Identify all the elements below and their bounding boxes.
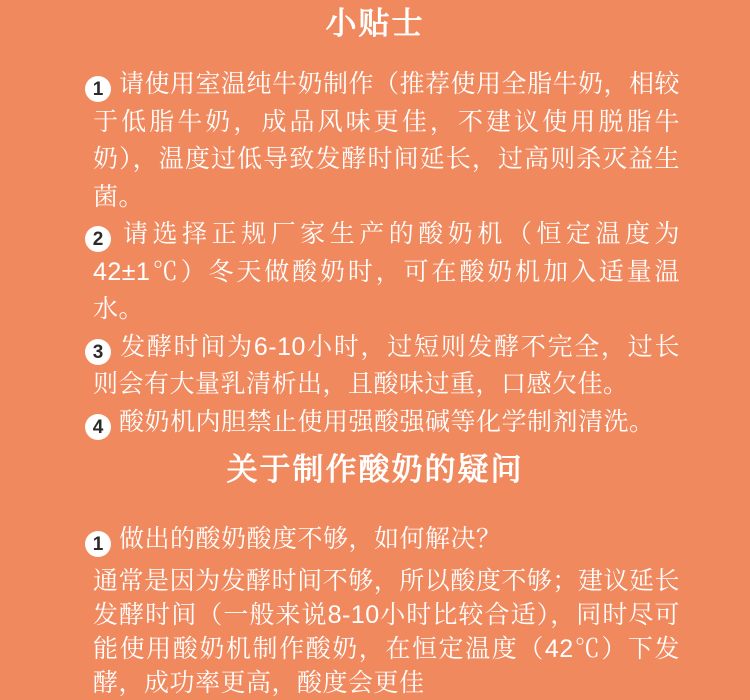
- tip-item-2-text: 请选择正规厂家生产的酸奶机（恒定温度为42±1℃）冬天做酸奶时，可在酸奶机加入适量温水。: [93, 220, 680, 323]
- tip-item-2: [93, 216, 680, 329]
- tips-list: [93, 66, 680, 441]
- faq-question-1: [93, 520, 680, 558]
- circled-number-3-badge: 3: [85, 339, 111, 365]
- tips-section-title: 小贴士: [325, 6, 425, 41]
- faq-question-1-text: 做出的酸奶酸度不够，如何解决？: [119, 525, 502, 553]
- tip-item-4-text: 酸奶机内胆禁止使用强酸强碱等化学制剂清洗。: [119, 407, 655, 436]
- tip-item-3-text: 发酵时间为6-10小时，过短则发酵不完全，过长则会有大量乳清析出，且酸味过重，口感欠佳。: [93, 332, 680, 398]
- faq-answer-1-text: 通常是因为发酵时间不够，所以酸度不够；建议延长发酵时间（一般来说8-10小时比较合适），同时尽可能使用酸奶机制作酸奶，在恒定温度（42℃）下发酵，成功率更高，酸度会更佳: [93, 567, 680, 697]
- faq-list: [93, 520, 680, 700]
- circled-number-4-badge: 4: [85, 414, 111, 440]
- faq-circled-number-1-badge: 1: [85, 531, 111, 557]
- circled-number-1-badge: 1: [85, 76, 111, 102]
- faq-section-title: 关于制作酸奶的疑问: [226, 452, 524, 487]
- tip-item-3: [93, 329, 680, 404]
- circled-number-2-badge: 2: [85, 226, 111, 252]
- tip-item-1-text: 请使用室温纯牛奶制作（推荐使用全脂牛奶，相较于低脂牛奶，成品风味更佳，不建议使用脱脂牛奶），温度过低导致发酵时间延长，过高则杀灭益生菌。: [93, 70, 681, 211]
- tip-item-4: [93, 404, 680, 442]
- tip-item-1: [93, 66, 680, 216]
